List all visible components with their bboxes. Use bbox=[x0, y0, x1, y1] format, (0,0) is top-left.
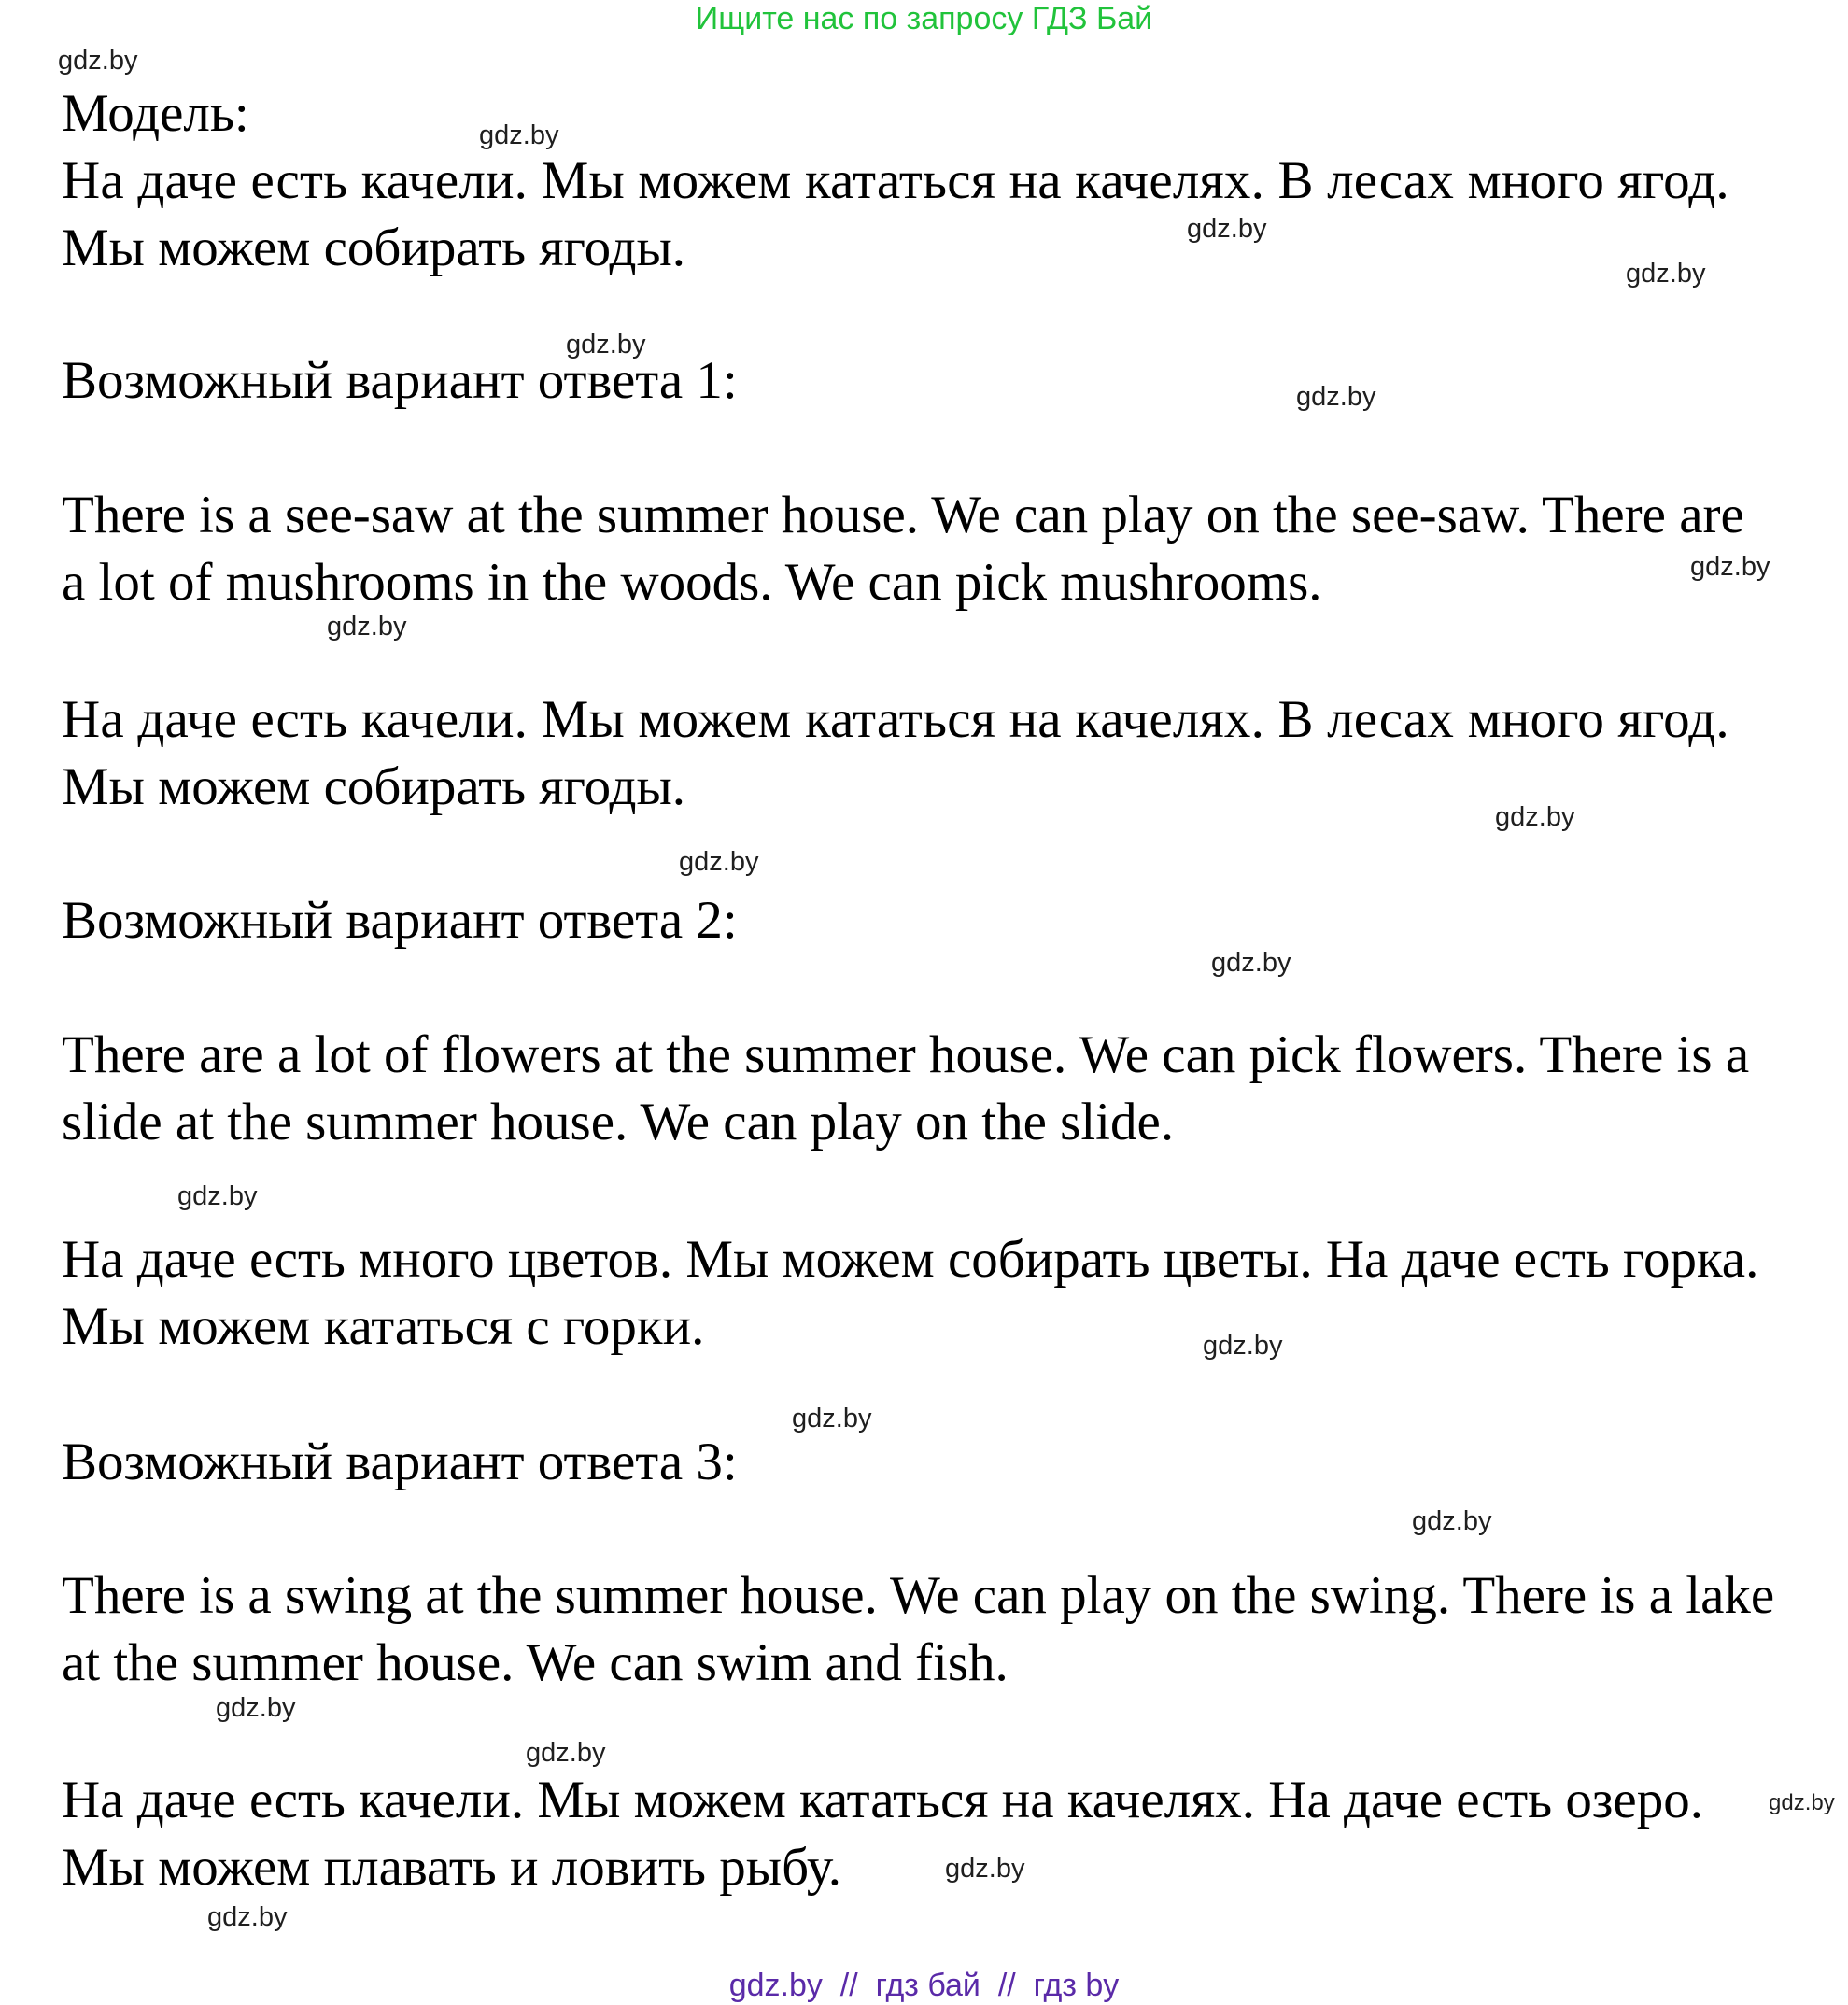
watermark: gdz.by bbox=[1412, 1506, 1492, 1536]
watermark: gdz.by bbox=[566, 330, 646, 360]
watermark: gdz.by bbox=[216, 1693, 296, 1723]
watermark: gdz.by bbox=[327, 612, 407, 642]
top-banner: Ищите нас по запросу ГДЗ Бай bbox=[695, 1, 1153, 36]
answer-1-russian-line-1: На даче есть качели. Мы можем кататься на качелях. В лесах много ягод. bbox=[62, 690, 1729, 749]
watermark: gdz.by bbox=[679, 847, 759, 877]
answer-3-russian-line-2: Мы можем плавать и ловить рыбу. bbox=[62, 1838, 841, 1897]
model-label: Модель: bbox=[62, 84, 249, 143]
model-line-2: Мы можем собирать ягоды. bbox=[62, 219, 685, 277]
answer-3-english-line-1: There is a swing at the summer house. We can play on the swing. There is a lake bbox=[62, 1566, 1775, 1625]
answer-3-english-line-2: at the summer house. We can swim and fish. bbox=[62, 1633, 1009, 1692]
watermark: gdz.by bbox=[479, 120, 559, 150]
model-line-1: На даче есть качели. Мы можем кататься на качелях. В лесах много ягод. bbox=[62, 151, 1729, 210]
answer-2-english-line-1: There are a lot of flowers at the summer house. We can pick flowers. There is a bbox=[62, 1025, 1750, 1084]
watermark: gdz.by bbox=[58, 46, 138, 76]
watermark: gdz.by bbox=[1626, 259, 1706, 289]
watermark: gdz.by bbox=[177, 1181, 258, 1211]
watermark: gdz.by bbox=[1203, 1331, 1283, 1361]
watermark: gdz.by bbox=[1495, 802, 1575, 832]
watermark: gdz.by bbox=[1296, 382, 1376, 412]
answer-1-russian-line-2: Мы можем собирать ягоды. bbox=[62, 757, 685, 816]
answer-1-label: Возможный вариант ответа 1: bbox=[62, 351, 738, 410]
answer-1-english-line-1: There is a see-saw at the summer house. We can play on the see-saw. There are bbox=[62, 486, 1744, 544]
watermark: gdz.by bbox=[526, 1738, 606, 1768]
footer-links: gdz.by // гдз бай // гдз by bbox=[728, 1968, 1120, 2003]
watermark: gdz.by bbox=[207, 1902, 288, 1932]
answer-2-english-line-2: slide at the summer house. We can play on the slide. bbox=[62, 1093, 1175, 1151]
answer-1-english-line-2: a lot of mushrooms in the woods. We can pick mushrooms. bbox=[62, 553, 1322, 612]
watermark: gdz.by bbox=[945, 1854, 1025, 1884]
answer-2-russian-line-1: На даче есть много цветов. Мы можем собирать цветы. На даче есть горка. bbox=[62, 1230, 1759, 1289]
watermark: gdz.by bbox=[792, 1404, 872, 1433]
answer-3-label: Возможный вариант ответа 3: bbox=[62, 1433, 738, 1491]
answer-3-russian-line-1: На даче есть качели. Мы можем кататься на качелях. На даче есть озеро. bbox=[62, 1771, 1703, 1829]
watermark: gdz.by bbox=[1690, 552, 1770, 582]
watermark: gdz.by bbox=[1769, 1790, 1835, 1815]
answer-2-russian-line-2: Мы можем кататься с горки. bbox=[62, 1297, 705, 1356]
answer-2-label: Возможный вариант ответа 2: bbox=[62, 891, 738, 950]
watermark: gdz.by bbox=[1211, 948, 1291, 978]
watermark: gdz.by bbox=[1187, 214, 1267, 244]
